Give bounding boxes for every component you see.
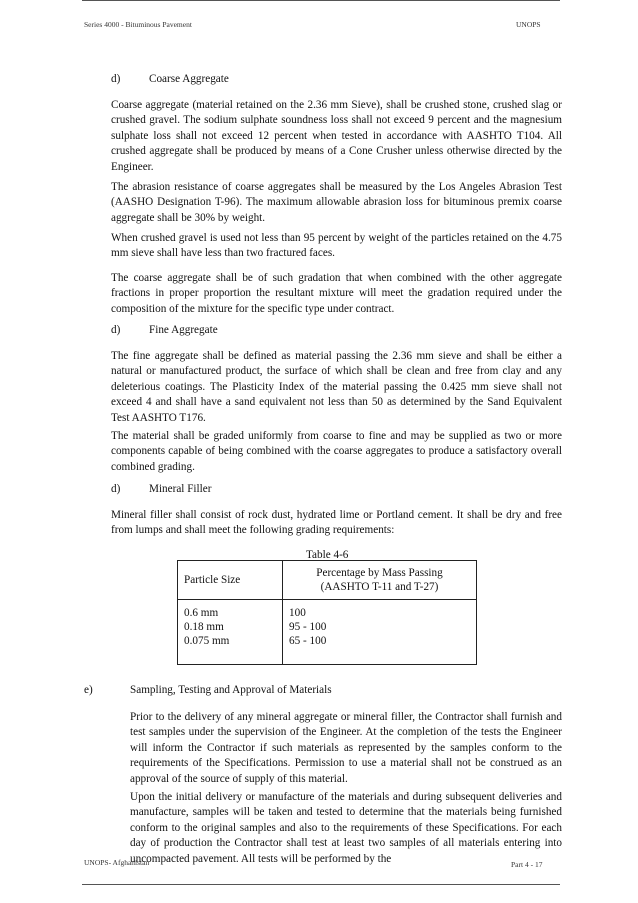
section-label: d) xyxy=(111,324,121,336)
section-heading-fine xyxy=(111,323,218,338)
footer-right: Part 4 - 17 xyxy=(511,860,543,869)
paragraph: Prior to the delivery of any mineral aggregate or mineral filler, the Contractor shall furnish and test samples under the supervision of the Engineer. At the completion of the tests the Engineer will inform the Contractor if such materials as represented by the samples conform to the requirements of the Specifications. Permission to use a material shall not be construed as an approval of the source of supply of this material. xyxy=(130,711,562,785)
paragraph-block xyxy=(111,231,562,262)
table-row xyxy=(178,600,477,665)
section-title: Fine Aggregate xyxy=(149,324,218,336)
table-header-row xyxy=(178,561,477,600)
section-label: d) xyxy=(111,483,121,495)
section-title: Mineral Filler xyxy=(149,483,212,495)
particle-size-value: 0.075 mm xyxy=(184,635,230,647)
paragraph-block xyxy=(130,710,562,787)
header-right: UNOPS xyxy=(516,20,541,29)
column-header-line: Percentage by Mass Passing xyxy=(316,567,443,579)
paragraph: The material shall be graded uniformly from coarse to fine and may be supplied as two or more components capable of being combined with the coarse aggregates to produce a satisfactory overall combined grading. xyxy=(111,430,562,473)
grading-table xyxy=(177,560,477,665)
passing-cell xyxy=(283,600,477,665)
column-header-percentage xyxy=(283,561,477,600)
particle-size-cell xyxy=(178,600,283,665)
footer-left: UNOPS- Afghanistan xyxy=(84,858,150,867)
header-left: Series 4000 - Bituminous Pavement xyxy=(84,20,192,29)
passing-value: 65 - 100 xyxy=(289,635,327,647)
paragraph-block xyxy=(111,349,562,426)
section-heading-filler xyxy=(111,482,211,497)
section-heading-sampling xyxy=(84,683,332,698)
paragraph-block xyxy=(111,98,562,175)
particle-size-value: 0.18 mm xyxy=(184,621,224,633)
paragraph: Upon the initial delivery or manufacture of the materials and during subsequent deliveries and manufacture, samples will be taken and tested to determine that the materials being furnished conform to the original samples and also to the requirements of these Specifications. For each day of production the Contractor shall test at least two samples of all materials entering into uncompacted pavement. All tests will be performed by the xyxy=(130,791,562,865)
paragraph-block xyxy=(111,508,562,539)
table-caption: Table 4-6 xyxy=(306,549,349,561)
passing-value: 100 xyxy=(289,607,306,619)
paragraph: When crushed gravel is used not less than 95 percent by weight of the particles retained on the 4.75 mm sieve shall have less than two fractured faces. xyxy=(111,232,562,260)
particle-size-value: 0.6 mm xyxy=(184,607,219,619)
header-rule xyxy=(82,0,560,1)
column-header-particle-size: Particle Size xyxy=(178,561,283,600)
section-label: d) xyxy=(111,73,121,85)
paragraph-block xyxy=(111,429,562,475)
paragraph: Coarse aggregate (material retained on the 2.36 mm Sieve), shall be crushed stone, crushed slag or crushed gravel. The sodium sulphate soundness loss shall not exceed 9 percent and the magnesium sulphate loss shall not exceed 12 percent when tested in accordance with AASHTO T104. All crushed aggregate shall be produced by means of a Cone Crusher unless otherwise directed by the Engineer. xyxy=(111,99,562,173)
section-label: e) xyxy=(84,684,93,696)
section-heading-coarse xyxy=(111,72,229,87)
paragraph: The fine aggregate shall be defined as material passing the 2.36 mm sieve and shall be either a natural or manufactured product, the surface of which shall be clean and free from clay and any deleterious coatings. The Plasticity Index of the material passing the 0.425 mm sieve shall not exceed 4 and shall have a sand equivalent not less than 50 as determined by the Sand Equivalent Test AASHTO T176. xyxy=(111,350,562,424)
paragraph-block xyxy=(111,180,562,226)
paragraph-block xyxy=(111,271,562,317)
paragraph: Mineral filler shall consist of rock dust, hydrated lime or Portland cement. It shall be dry and free from lumps and shall meet the following grading requirements: xyxy=(111,509,562,537)
paragraph: The coarse aggregate shall be of such gradation that when combined with the other aggregate fractions in proper proportion the resultant mixture will meet the gradation required under the composition of the mixture for the specific type under contract. xyxy=(111,272,562,315)
footer-rule xyxy=(82,884,560,885)
paragraph-block xyxy=(130,790,562,867)
column-header-line: (AASHTO T-11 and T-27) xyxy=(320,581,439,593)
section-title: Sampling, Testing and Approval of Materials xyxy=(130,684,332,696)
section-title: Coarse Aggregate xyxy=(149,73,229,85)
passing-value: 95 - 100 xyxy=(289,621,327,633)
paragraph: The abrasion resistance of coarse aggregates shall be measured by the Los Angeles Abrasion Test (AASHO Designation T-96). The maximum allowable abrasion loss for bituminous premix coarse aggregate shall be 30% by weight. xyxy=(111,181,562,224)
